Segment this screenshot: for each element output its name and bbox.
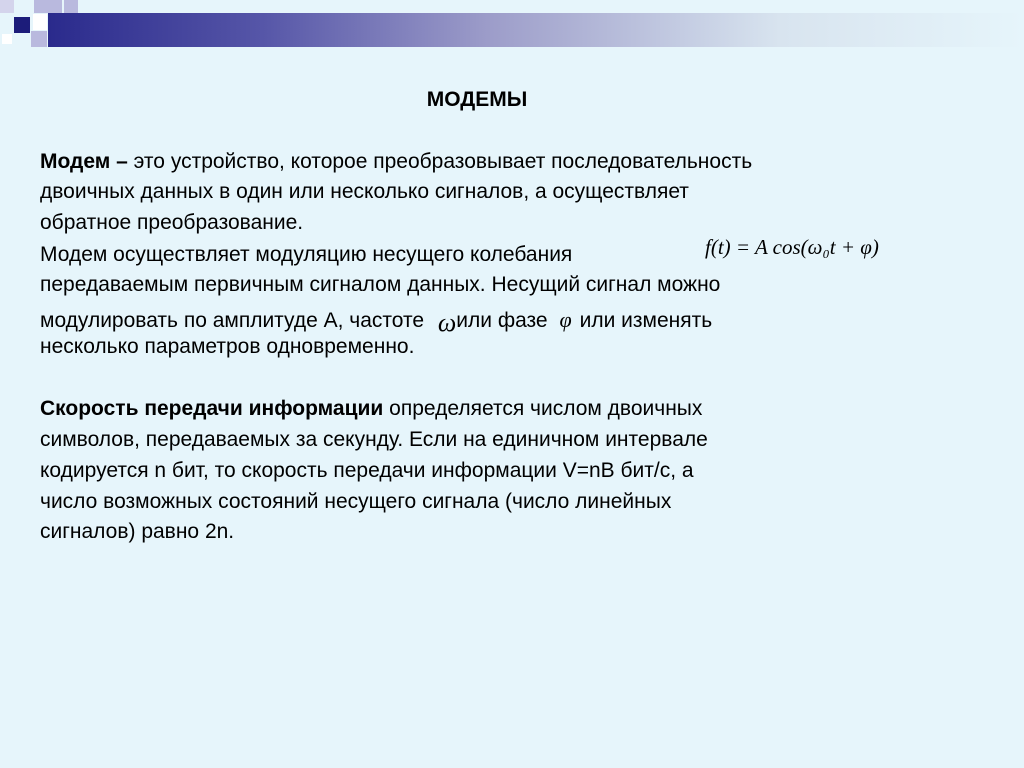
definition-line-2: двоичных данных в один или несколько сигналов, а осуществляет [40, 180, 689, 203]
definition-line-3: обратное преобразование. [40, 211, 304, 234]
speed-line-5: сигналов) равно 2n. [40, 520, 235, 543]
speed-line-4: число возможных состояний несущего сигнала (число линейных [40, 490, 672, 513]
slide-title: МОДЕМЫ [426, 88, 528, 111]
modulation-text-b: или фазе [456, 309, 548, 332]
phi-symbol: φ [559, 307, 572, 332]
speed-line-3: кодируется n бит, то скорость передачи информации V=nB бит/с, а [40, 459, 694, 482]
modulation-line-4: несколько параметров одновременно. [40, 335, 415, 358]
omega-symbol: ω [437, 308, 457, 337]
modulation-text-a: модулировать по амплитуде А, частоте [40, 309, 425, 332]
header-gradient-bar [48, 13, 1024, 47]
modem-term: Модем – [40, 150, 128, 173]
definition-text: это устройство, которое преобразовывает последовательность [127, 150, 753, 173]
speed-term: Скорость передачи информации [40, 397, 384, 420]
carrier-formula: f(t) = A cos(ω₀t + φ) [705, 235, 879, 259]
speed-line-2: символов, передаваемых за секунду. Если на единичном интервале [40, 428, 708, 451]
modulation-text-c: или изменять [579, 309, 713, 332]
definition-line-1 [40, 150, 752, 174]
modulation-line-3 [40, 304, 713, 337]
modulation-line-1: Модем осуществляет модуляцию несущего колебания [40, 243, 573, 266]
speed-text: определяется числом двоичных [383, 397, 703, 420]
speed-line-1 [40, 397, 702, 421]
modulation-line-2: передаваемым первичным сигналом данных. Несущий сигнал можно [40, 273, 721, 296]
